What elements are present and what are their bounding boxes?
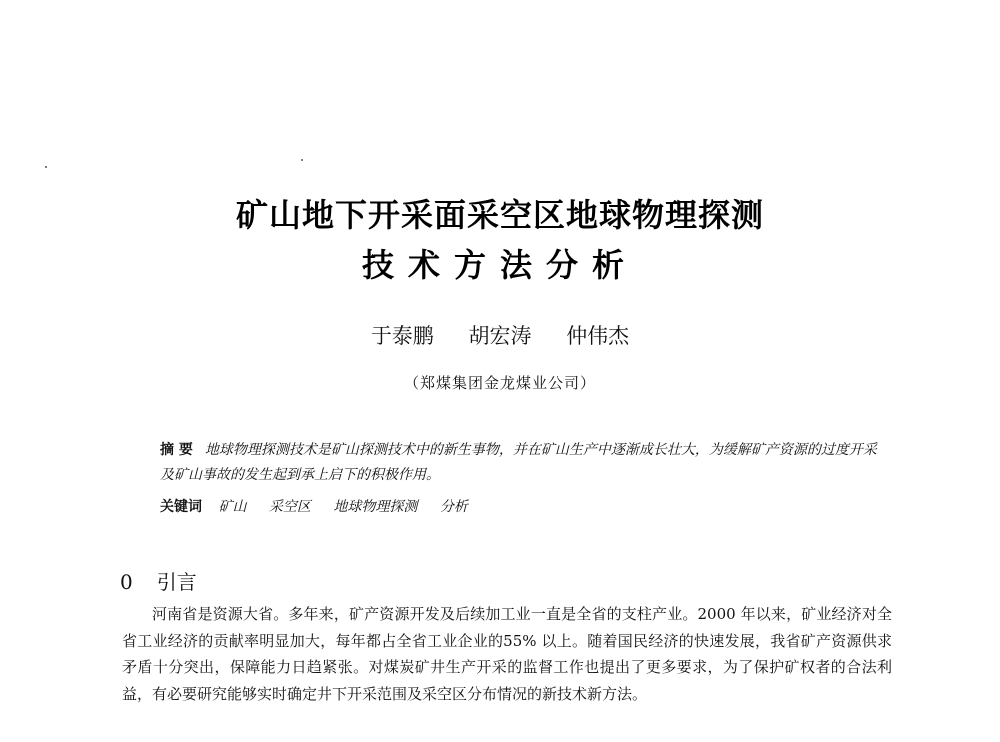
scan-speck (301, 159, 303, 161)
section-heading (120, 566, 197, 595)
keyword: 采空区 (268, 499, 311, 515)
scan-speck (45, 166, 47, 168)
author-name: 胡宏涛 (468, 324, 532, 348)
abstract (160, 438, 880, 488)
keywords-label: 关键词 (160, 499, 202, 515)
keyword: 地球物理探测 (333, 499, 418, 515)
keyword: 分析 (439, 499, 468, 515)
paper-title-line-2: 技术方法分析 (361, 246, 638, 284)
keyword: 矿山 (218, 499, 247, 515)
author-list (0, 320, 1000, 350)
section-title: 引言 (156, 570, 197, 594)
section-number: 0 (120, 570, 133, 594)
abstract-label: 摘 要 (160, 442, 193, 458)
body-paragraph: 河南省是资源大省。多年来，矿产资源开发及后续加工业一直是全省的支柱产业。2000 年以来，矿业经济对全省工业经济的贡献率明显加大，每年都占全省工业企业的55% 以上。随着国民经济的快速发展，我省矿产资源供求矛盾十分突出，保障能力日趋紧张。对煤炭矿井生产开采的监督工作也提出了更多要求，为了保护矿权者的合法利益，有必要研究能够实时确定井下开采范围及采空区分布情况的新技术新方法。 (122, 605, 892, 703)
keywords (160, 495, 880, 520)
paper-title-line-1: 矿山地下开采面采空区地球物理探测 (235, 196, 764, 234)
author-affiliation: （郑煤集团金龙煤业公司） (403, 374, 596, 392)
abstract-text: 地球物理探测技术是矿山探测技术中的新生事物，并在矿山生产中逐渐成长壮大，为缓解矿产资源的过度开采及矿山事故的发生起到承上启下的积极作用。 (160, 442, 877, 483)
author-name: 仲伟杰 (566, 324, 630, 348)
author-name: 于泰鹏 (370, 324, 434, 348)
